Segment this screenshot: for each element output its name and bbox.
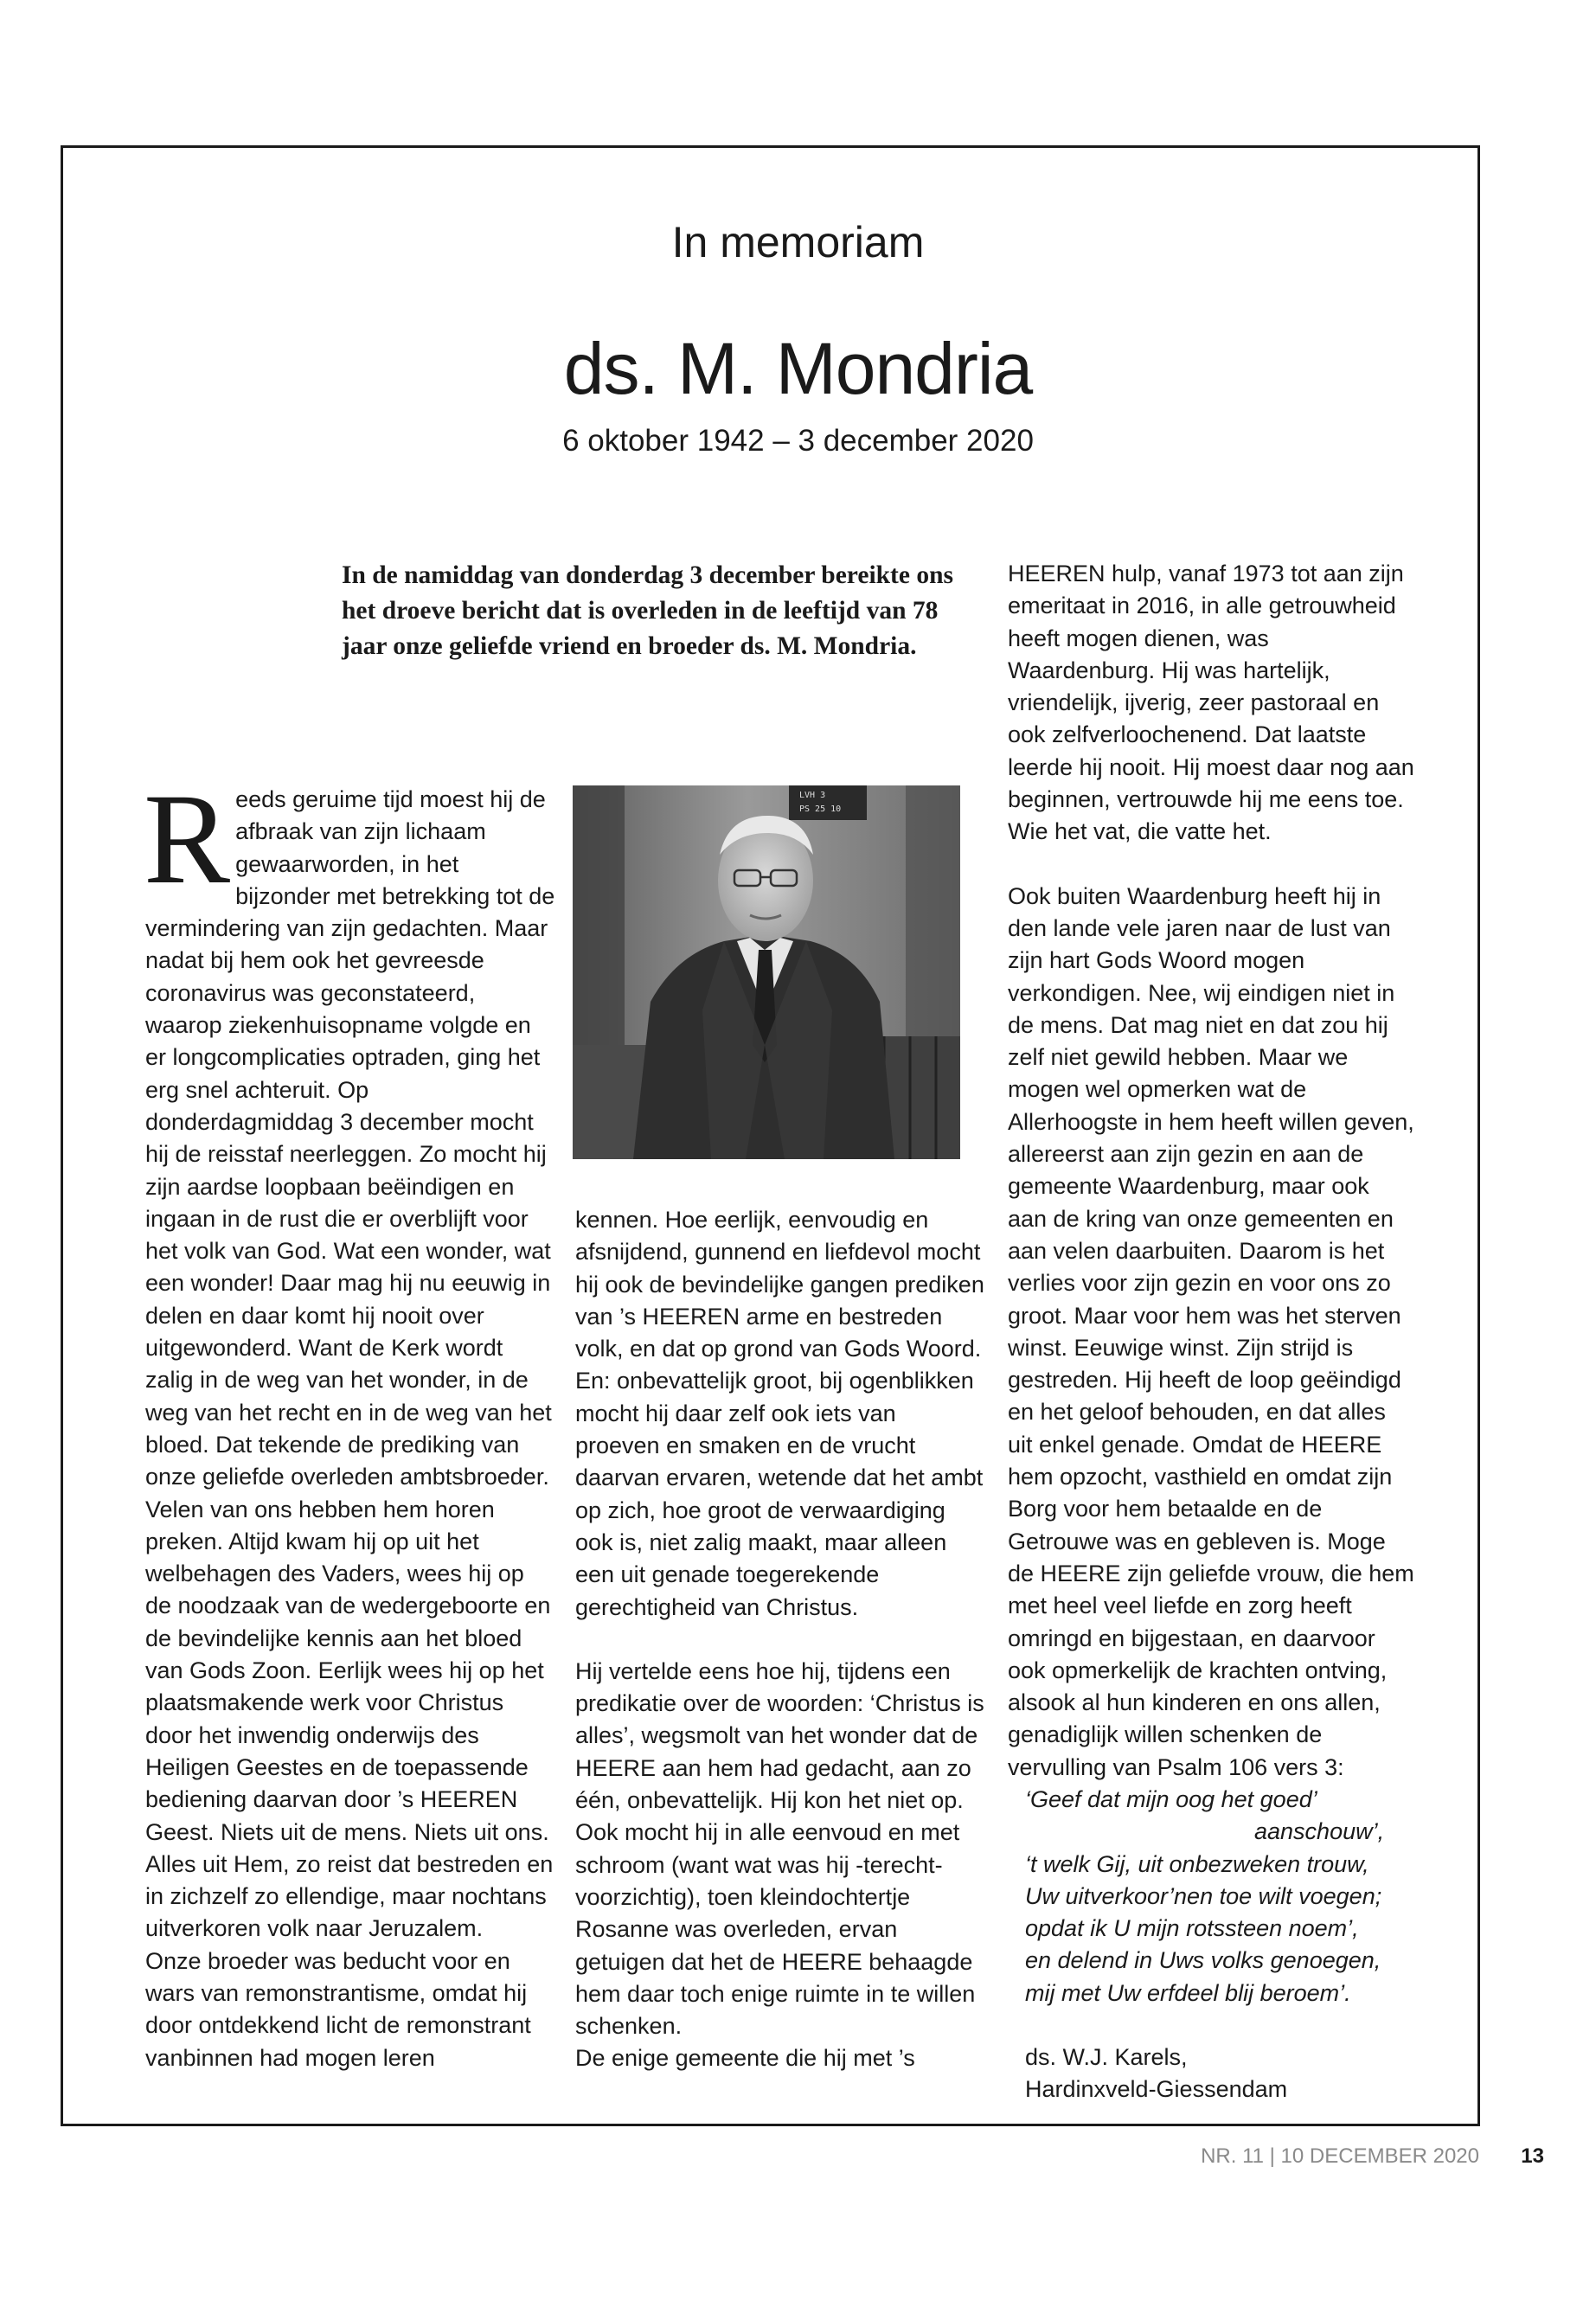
column-2-paragraph-1: kennen. Hoe eerlijk, eenvoudig en afsnijdend, gunnend en liefdevol mocht hij ook de bevindelijke gangen prediken van ’s HEEREN arme en bestreden volk, en dat op grond van Gods Woord. En: onbevattelijk groot, bij ogenblikken mocht hij daar zelf ook iets van proeven en smaken en de vrucht daarvan ervaren, wetende dat het ambt op zich, hoe groot de verwaardiging ook is, niet zalig maakt, maar alleen een uit genade toegerekende gerechtigheid van Christus. [575, 1207, 984, 1620]
psalm-line: en delend in Uws volks genoegen, [1025, 1947, 1381, 1974]
column-1 [144, 767, 556, 2074]
psalm-line: ‘t welk Gij, uit onbezweken trouw, [1025, 1850, 1369, 1877]
column-1-paragraph-1-text: eeds geruime tijd moest hij de afbraak van zijn lichaam gewaarworden, in het bijzonder met betrekking tot de vermindering van zijn gedachten. Maar nadat bij hem ook het gevreesde coronavirus was geconstateerd, waarop ziekenhuisopname volgde en er longcomplicaties optraden, ging het erg snel achteruit. Op donderdagmiddag 3 december mocht hij de reisstaf neerleggen. Zo mocht hij zijn aardse loopbaan beëindigen en ingaan in de rust die er overblijft voor het volk van God. Wat een wonder, wat een wonder! Daar mag hij nu eeuwig in delen en daar komt hij nooit over uitgewonderd. Want de Kerk wordt zalig in de weg van het wonder, in de weg van het recht en in de weg van het bloed. Dat tekende de prediking van onze geliefde overleden ambtsbroeder. Velen van ons hebben hem horen preken. Altijd kwam hij op uit het welbehagen des Vaders, wees hij op de noodzaak van de wedergeboorte en de bevindelijke kennis aan het bloed van Gods Zoon. Eerlijk wees hij op het plaatsmakende werk voor Christus door het inwendig onderwijs des Heiligen Geestes en de toepassende bediening daarvan door ’s HEEREN Geest. Niets uit de mens. Niets uit ons. Alles uit Hem, zo reist dat bestreden en in zichzelf zo ellendige, maar nochtans uitverkoren volk naar Jeruzalem. [145, 786, 555, 1942]
column-3-paragraph-1: HEEREN hulp, vanaf 1973 tot aan zijn emeritaat in 2016, in alle getrouwheid heeft mogen dienen, was Waardenburg. Hij was hartelijk, vriendelijk, ijverig, zeer pastoraal en ook zelfverloochenend. Dat laatste leerde hij nooit. Hij moest daar nog aan beginnen, vertrouwde hij me eens toe. Wie het vat, die vatte het. [1008, 561, 1414, 845]
author-signature [1008, 2041, 1414, 2106]
column-2-paragraph-3: De enige gemeente die hij met ’s [575, 2045, 915, 2072]
hymn-board-line-2: PS 25 10 [799, 804, 842, 814]
psalm-line: ‘Geef dat mijn oog het goed’ [1025, 1785, 1317, 1812]
psalm-quote [1008, 1784, 1414, 2009]
portrait-photo-image [573, 785, 960, 1159]
psalm-line: Uw uitverkoor’nen toe wilt voegen; [1025, 1882, 1382, 1909]
hymn-board-line-1: LVH 3 [799, 791, 826, 800]
article-title: ds. M. Mondria [563, 328, 1033, 409]
article-dates: 6 oktober 1942 – 3 december 2020 [562, 424, 1034, 458]
article-lead: In de namiddag van donderdag 3 december bereikte ons het droeve bericht dat is overleden in de leeftijd van 78 jaar onze geliefde vriend en broeder ds. M. Mondria. [342, 561, 953, 660]
article-kicker: In memoriam [671, 218, 925, 266]
column-2 [575, 1204, 986, 2075]
psalm-line: aanschouw’, [1254, 1818, 1385, 1845]
drop-cap: R [144, 767, 231, 911]
page-number: 13 [1521, 2144, 1544, 2168]
psalm-line: opdat ik U mijn rotssteen noem’, [1025, 1915, 1359, 1942]
portrait-photo [573, 785, 960, 1159]
column-1-paragraph-1 [144, 767, 556, 1945]
author-name: ds. W.J. Karels, [1025, 2044, 1188, 2071]
column-3-paragraph-2: Ook buiten Waardenburg heeft hij in den lande vele jaren naar de lust van zijn hart Gods Woord mogen verkondigen. Nee, wij eindigen niet in de mens. Dat mag niet en dat zou hij zelf niet gewild hebben. Maar we mogen wel opmerken wat de Allerhoogste in hem heeft willen geven, allereerst aan zijn gezin en aan de gemeente Waardenburg, maar ook aan de kring van onze gemeenten en aan velen daarbuiten. Daarom is het verlies voor zijn gezin en voor ons zo groot. Maar voor hem was het sterven winst. Eeuwige winst. Zijn strijd is gestreden. Hij heeft de loop geëindigd en het geloof behouden, en dat alles uit enkel genade. Omdat de HEERE hem opzocht, vasthield en omdat zijn Borg voor hem betaalde en de Getrouwe was en gebleven is. Moge de HEERE zijn geliefde vrouw, die hem met heel veel liefde en zorg heeft omringd en bijgestaan, en daarvoor ook opmerkelijk de krachten ontving, alsook al hun kinderen en ons allen, genadiglijk willen schenken de vervulling van Psalm 106 vers 3: [1008, 882, 1414, 1780]
author-place: Hardinxveld-Giessendam [1025, 2076, 1288, 2103]
column-3 [1008, 558, 1414, 2106]
issue-info: NR. 11 | 10 DECEMBER 2020 [1201, 2144, 1479, 2168]
psalm-line: mij met Uw erfdeel blij beroem’. [1025, 1979, 1351, 2006]
column-2-paragraph-2: Hij vertelde eens hoe hij, tijdens een predikatie over de woorden: ‘Christus is alles’, wegsmolt van het wonder dat de HEERE aan hem had gedacht, aan zo één, onbevattelijk. Hij kon het niet op. Ook mocht hij in alle eenvoud en met schroom (want wat was hij -terecht- voorzichtig), toen kleindochtertje Rosanne was overleden, ervan getuigen dat het de HEERE behaagde hem daar toch enige ruimte in te willen schenken. [575, 1657, 984, 2040]
column-1-paragraph-2: Onze broeder was beducht voor en wars van remonstrantisme, omdat hij door ontdekkend licht de remonstrant vanbinnen had mogen leren [145, 1947, 531, 2071]
